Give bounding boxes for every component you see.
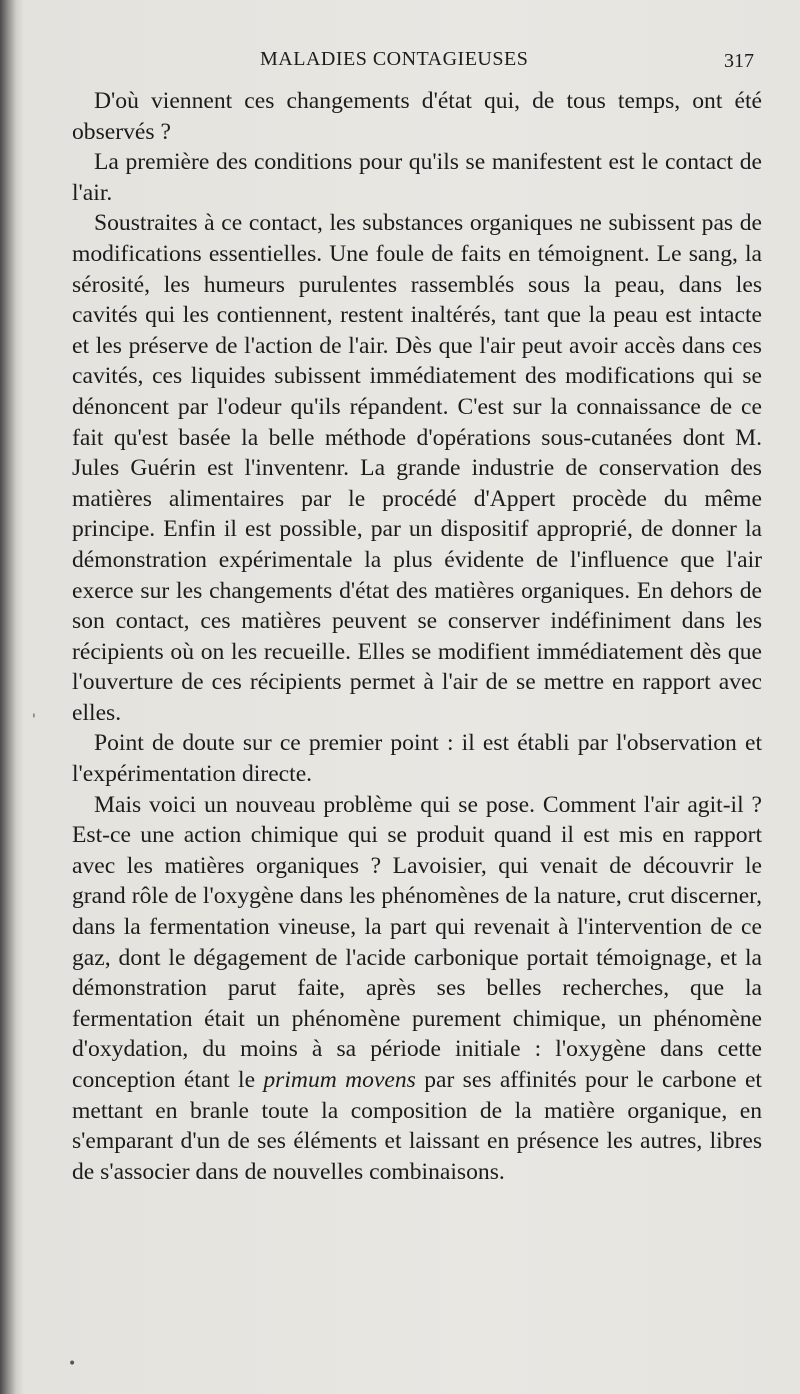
paragraph-2: La première des conditions pour qu'ils se manifestent est le contact de l'air. [72,149,762,206]
paragraph-1: D'où viennent ces changements d'état qui, de tous temps, ont été observés ? [72,88,762,145]
paragraph-4: Point de doute sur ce premier point : il est établi par l'observation et l'expérimentation directe. [72,730,762,788]
page-header [70,44,760,78]
margin-speck: • [68,1356,77,1372]
paragraph-5 [72,790,762,1188]
paragraph-5-text: Mais voici un nouveau problème qui se pose. Comment l'air agit-il ? Est-ce une action chimique qui se produit quand il est mis en rapport avec les matières organiques ? Lavoisier, qui venait de découvrir le grand rôle de l'oxygène dans les phénomènes de la nature, crut discerner, dans la fermentation vineuse, la part qui revenait à l'intervention de ce gaz, dont le dégagement de l'acide carbonique portait témoignage, et la démonstration parut faite, après ses belles recherches, que la fermentation était un phénomène purement chimique, un phénomène d'oxydation, du moins à sa période initiale : l'oxygène dans cette conception étant le [72,791,762,1093]
italic-phrase: primum movens [263,1067,416,1093]
body-text [72,86,762,1187]
paragraph-3: Soustraites à ce contact, les substances organiques ne subissent pas de modifications essentielles. Une foule de faits en témoignent. Le sang, la sérosité, les humeurs purulentes rassemblés sous la peau, dans les cavités qui les contiennent, restent inaltérés, tant que la peau est intacte et les préserve de l'action de l'air. Dès que l'air peut avoir accès dans ces cavités, ces liquides subissent immédiatement des modifications qui se dénoncent par l'odeur qu'ils répandent. C'est sur la connaissance de ce fait qu'est basée la belle méthode d'opérations sous-cutanées dont M. Jules Guérin est l'inventenr. La grande industrie de conservation des matières alimentaires par le procédé d'Appert procède du même principe. Enfin il est possible, par un dispositif approprié, de donner la démonstration expérimentale la plus évidente de l'influence que l'air exerce sur les changements d'état des matières organiques. En dehors de son contact, ces matières peuvent se conserver indéfiniment dans les récipients où on les recueille. Elles se modifient immédiatement dès que l'ouverture de ces récipients permet à l'air de se mettre en rapport avec elles. [72,210,762,726]
paragraph-5-continuation: par ses affinités pour le carbone et mettant en branle toute la composition de la matière organique, en s'emparant d'un de ses éléments et laissant en présence les autres, libres de s'associer dans de nouvelles combinaisons. [72,1067,762,1185]
margin-speck: ' [32,712,36,728]
running-title: MALADIES CONTAGIEUSES [260,48,529,70]
page-number: 317 [724,50,754,72]
